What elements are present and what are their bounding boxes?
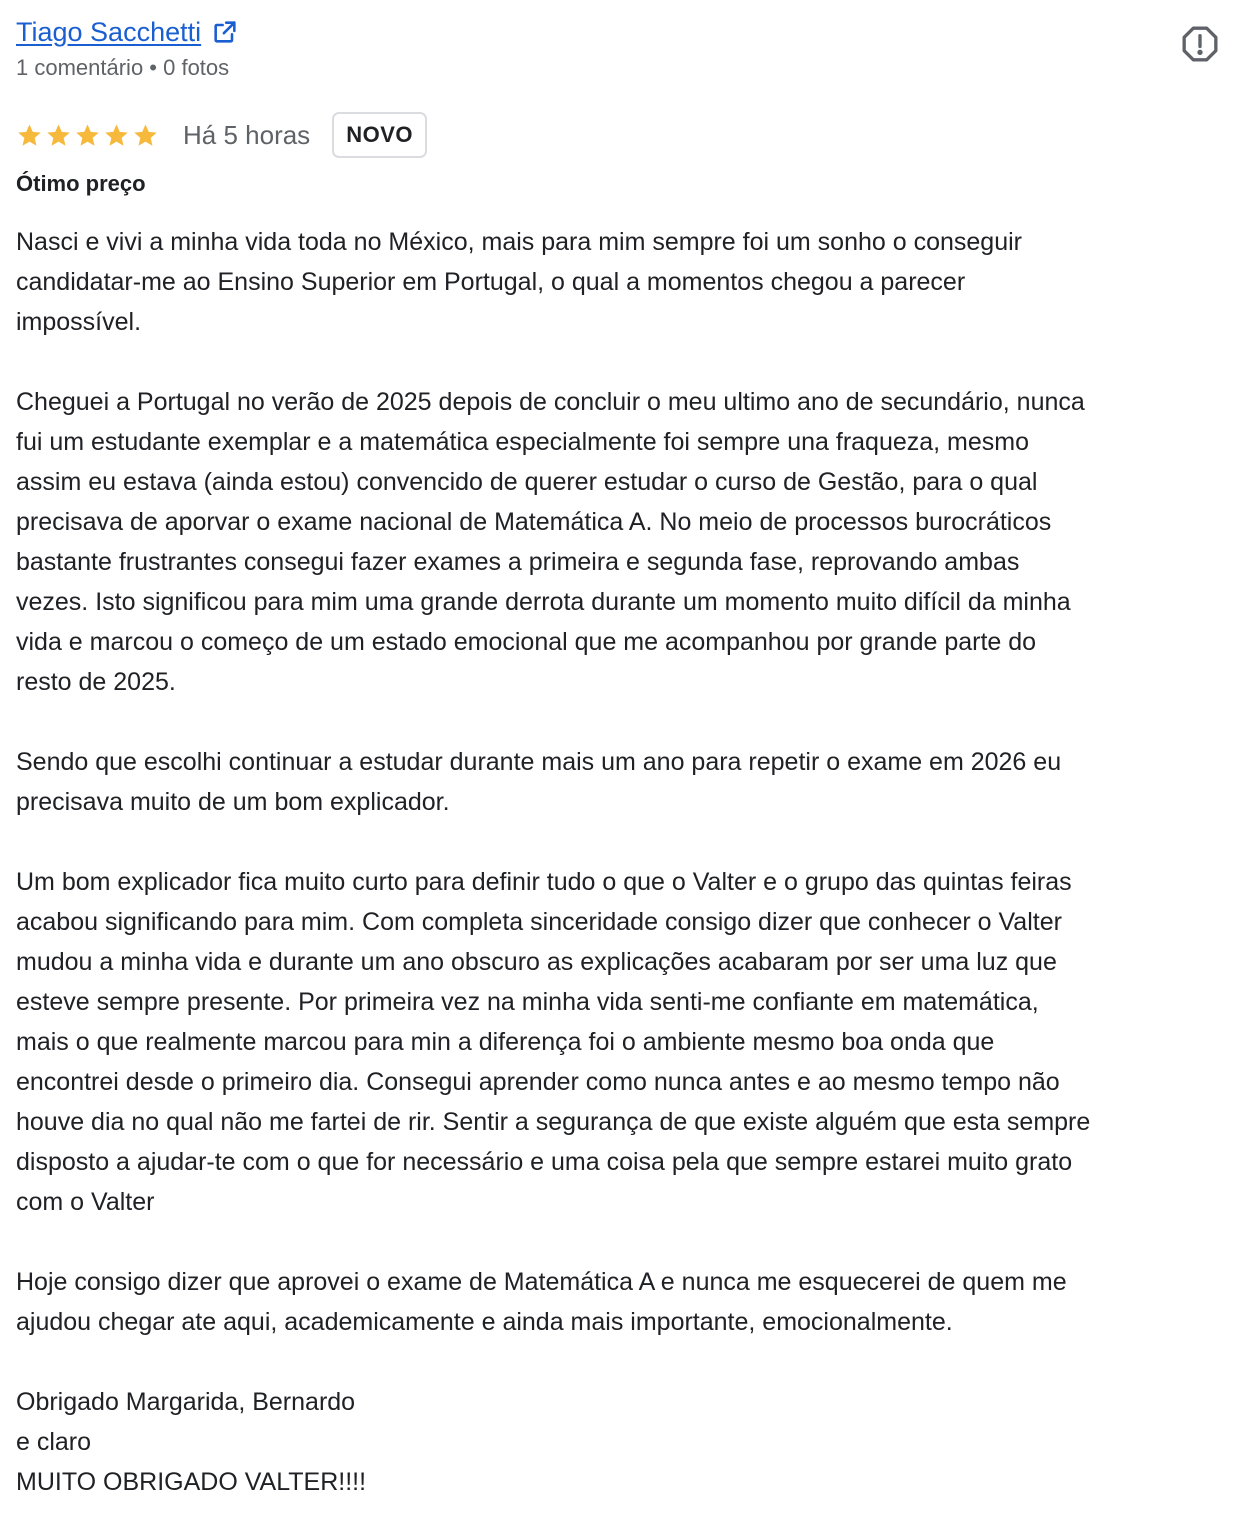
star-icon	[74, 122, 101, 149]
paragraph-gap	[16, 342, 1220, 382]
review-line: MUITO OBRIGADO VALTER!!!!	[16, 1468, 367, 1496]
review-line: e claro	[16, 1428, 92, 1456]
review-line: acabou significando para mim. Com completa sinceridade consigo dizer que conhecer o Valter	[16, 908, 1062, 936]
review-line: fui um estudante exemplar e a matemática especialmente foi sempre una fraqueza, mesmo	[16, 428, 1030, 456]
review-line: Obrigado Margarida, Bernardo	[16, 1388, 356, 1416]
review-paragraph	[16, 862, 1220, 1222]
review-highlight: Ótimo preço	[16, 171, 146, 196]
review-paragraph	[16, 382, 1220, 702]
review-line: precisava muito de um bom explicador.	[16, 788, 450, 816]
review-paragraph	[16, 742, 1220, 822]
review-line: esteve sempre presente. Por primeira vez na minha vida senti-me confiante em matemática,	[16, 988, 1039, 1016]
review-line: Nasci e vivi a minha vida toda no México, mais para mim sempre foi um sonho o conseguir	[16, 228, 1022, 256]
review-line: assim eu estava (ainda estou) convencido de querer estudar o curso de Gestão, para o qual	[16, 468, 1038, 496]
review-card	[16, 0, 1220, 1496]
report-icon[interactable]	[1180, 24, 1220, 64]
review-line: Um bom explicador fica muito curto para definir tudo o que o Valter e o grupo das quintas feiras	[16, 868, 1072, 896]
review-paragraph	[16, 222, 1220, 342]
review-line: precisava de aporvar o exame nacional de Matemática A. No meio de processos burocráticos	[16, 508, 1052, 536]
rating-row	[16, 110, 427, 160]
review-line: houve dia no qual não me fartei de rir. Sentir a segurança de que existe alguém que esta sempre	[16, 1108, 1091, 1136]
review-line: vida e marcou o começo de um estado emocional que me acompanhou por grande parte do	[16, 628, 1037, 656]
paragraph-gap	[16, 702, 1220, 742]
review-line: Hoje consigo dizer que aprovei o exame de Matemática A e nunca me esquecerei de quem me	[16, 1268, 1067, 1296]
review-line: resto de 2025.	[16, 668, 176, 696]
review-line: mais o que realmente marcou para min a diferença foi o ambiente mesmo boa onda que	[16, 1028, 995, 1056]
star-icon	[45, 122, 72, 149]
review-line: impossível.	[16, 308, 142, 336]
new-badge: NOVO	[332, 112, 427, 158]
review-line: vezes. Isto significou para mim uma grande derrota durante um momento muito difícil da minha	[16, 588, 1071, 616]
author-row	[16, 14, 239, 50]
external-link-icon[interactable]	[211, 18, 239, 46]
star-rating	[16, 122, 159, 149]
star-icon	[103, 122, 130, 149]
review-line: disposto a ajudar-te com o que for necessário e uma coisa pela que sempre estarei muito grato	[16, 1148, 1073, 1176]
review-line: bastante frustrantes consegui fazer exames a primeira e segunda fase, reprovando ambas	[16, 548, 1020, 576]
review-line: ajudou chegar ate aqui, academicamente e ainda mais importante, emocionalmente.	[16, 1308, 953, 1336]
star-icon	[16, 122, 43, 149]
author-name-link[interactable]: Tiago Sacchetti	[16, 17, 202, 47]
review-paragraph	[16, 1262, 1220, 1342]
review-time: Há 5 horas	[183, 120, 311, 150]
review-paragraph	[16, 1382, 1220, 1502]
star-icon	[132, 122, 159, 149]
paragraph-gap	[16, 1342, 1220, 1382]
review-line: Sendo que escolhi continuar a estudar durante mais um ano para repetir o exame em 2026 eu	[16, 748, 1062, 776]
review-line: mudou a minha vida e durante um ano obscuro as explicações acabaram por ser uma luz que	[16, 948, 1057, 976]
review-line: encontrei desde o primeiro dia. Consegui aprender como nunca antes e ao mesmo tempo não	[16, 1068, 1060, 1096]
paragraph-gap	[16, 822, 1220, 862]
review-header	[16, 0, 1220, 90]
review-line: candidatar-me ao Ensino Superior em Portugal, o qual a momentos chegou a parecer	[16, 268, 966, 296]
author-meta: 1 comentário • 0 fotos	[16, 55, 230, 80]
review-line: Cheguei a Portugal no verão de 2025 depois de concluir o meu ultimo ano de secundário, nunca	[16, 388, 1085, 416]
paragraph-gap	[16, 1222, 1220, 1262]
review-line: com o Valter	[16, 1188, 155, 1216]
review-body	[16, 222, 1220, 1502]
